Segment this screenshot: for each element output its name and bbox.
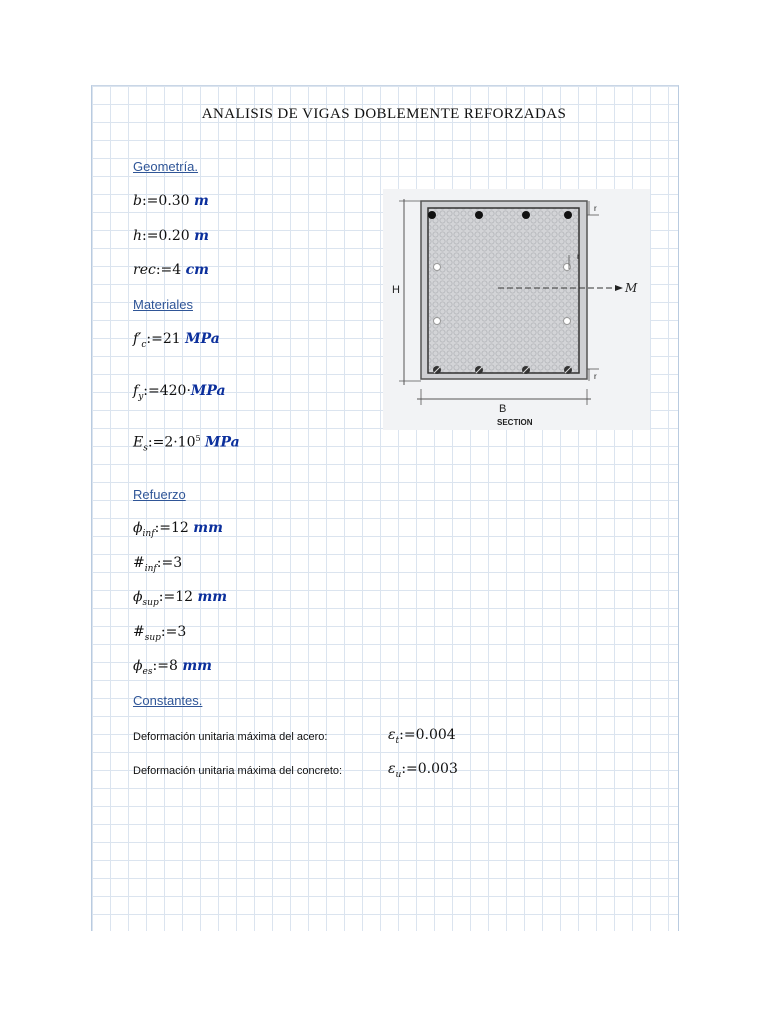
beam-section-figure (383, 189, 650, 430)
eq-es: $E_s:=2\cdot 10^5$ MPa (133, 434, 240, 454)
stirrup-outline (428, 208, 579, 373)
moment-label: M (625, 281, 638, 295)
heading-constantes: Constantes. (133, 693, 203, 708)
eq-n-sup: $\#_{sup}:=3$ (133, 624, 187, 643)
side-bar (564, 264, 571, 271)
eq-phi-es: $\phi_{es}:=8$ mm (133, 658, 212, 677)
b-label: B (499, 403, 507, 415)
side-bar (434, 264, 441, 271)
eq-b: b:=0.30 m (133, 193, 209, 209)
top-bar (564, 211, 572, 219)
eq-h: h:=0.20 m (133, 228, 209, 244)
eq-rec: rec:=4 cm (133, 262, 209, 278)
side-bar (564, 318, 571, 325)
label-deformacion-concreto: Deformación unitaria máxima del concreto: (133, 765, 343, 777)
eq-fy: $f_y:=420\cdot MPa$ (133, 383, 226, 402)
heading-geometria: Geometría. (133, 159, 199, 174)
eq-epsilon-t: $\varepsilon_t:=0.004$ (388, 727, 456, 746)
beam-section-drawing (383, 189, 650, 430)
eq-phi-sup: $\phi_{sup}:=12$ mm (133, 589, 228, 608)
eq-phi-inf: $\phi_{inf}:=12$ mm (133, 520, 223, 539)
side-bar (434, 318, 441, 325)
heading-refuerzo: Refuerzo (133, 487, 186, 502)
top-bar (428, 211, 436, 219)
top-bar (475, 211, 483, 219)
r-label-top: r (594, 204, 597, 213)
r-label-side: r (577, 252, 580, 261)
eq-fc: $f'_c:=21$ MPa (133, 331, 220, 350)
document-title: ANALISIS DE VIGAS DOBLEMENTE REFORZADAS (201, 106, 567, 122)
top-bar (522, 211, 530, 219)
label-deformacion-acero: Deformación unitaria máxima del acero: (133, 731, 328, 743)
eq-epsilon-u: $\varepsilon_u:=0.003$ (388, 761, 458, 780)
section-caption: SECTION (497, 418, 533, 427)
h-label: H (392, 284, 400, 296)
eq-n-inf: $\#_{inf}:=3$ (133, 555, 183, 574)
heading-materiales: Materiales (133, 297, 193, 312)
r-label-bottom: r (594, 372, 597, 381)
